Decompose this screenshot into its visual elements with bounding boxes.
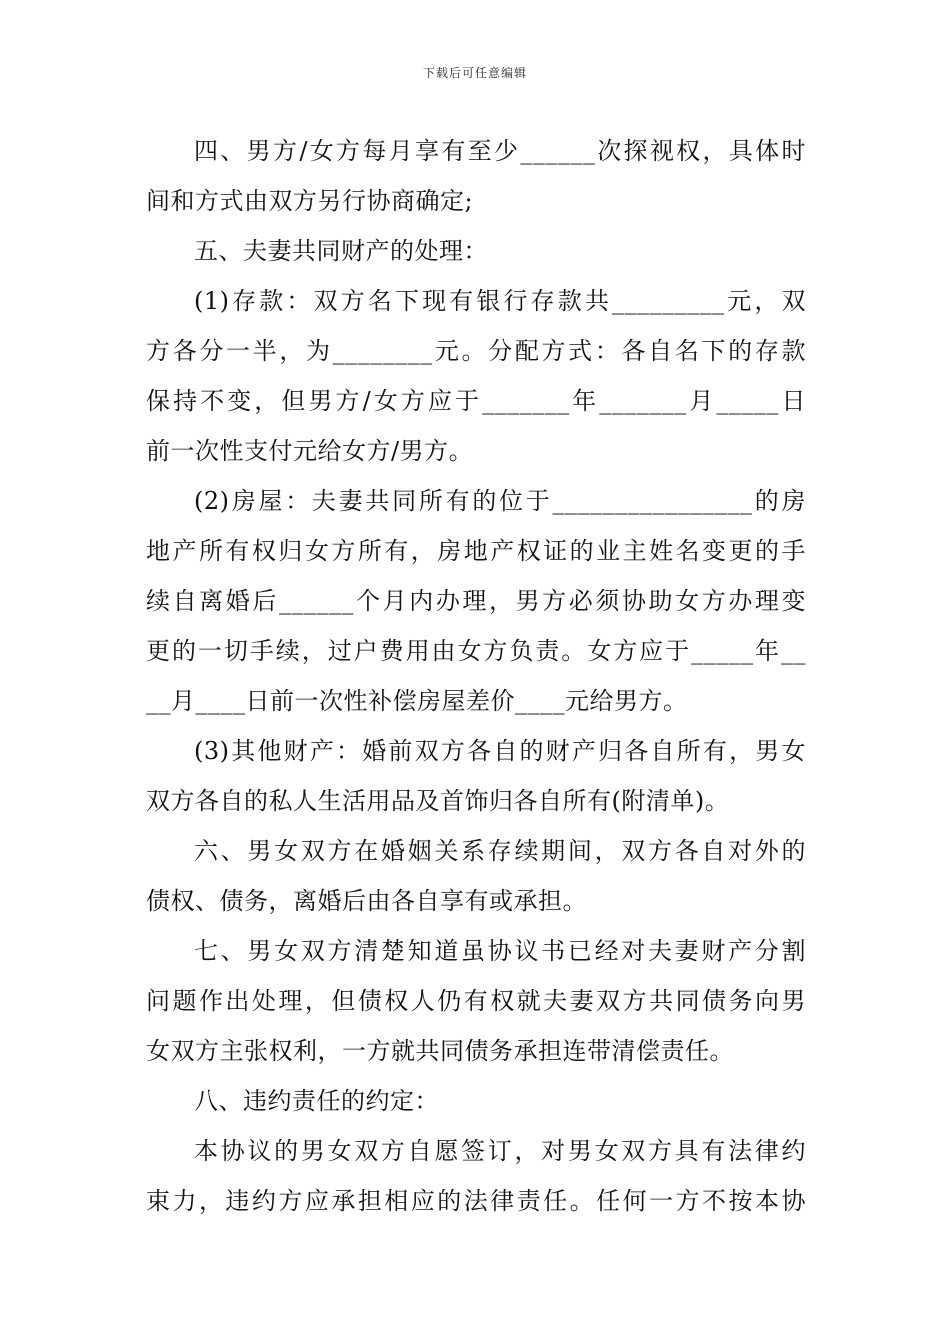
page-header: 下载后可任意编辑 — [422, 66, 527, 80]
text-line: 七、男女双方清楚知道虽协议书已经对夫妻财产分割 — [194, 937, 806, 965]
text-line: 地产所有权归女方所有，房地产权证的业主姓名变更的手 — [146, 537, 806, 565]
text-line: 五、夫妻共同财产的处理： — [194, 237, 488, 265]
text-line: 束力，违约方应承担相应的法律责任。任何一方不按本协 — [146, 1187, 806, 1215]
text-line: 续自离婚后______个月内办理，男方必须协助女方办理变 — [146, 587, 806, 615]
text-line: 女双方主张权利，一方就共同债务承担连带清偿责任。 — [146, 1037, 734, 1065]
text-line: (2)房屋：夫妻共同所有的位于________________的房 — [194, 487, 806, 515]
document-body — [146, 126, 806, 1226]
text-line: 八、违约责任的约定： — [194, 1087, 439, 1115]
text-line: (3)其他财产：婚前双方各自的财产归各自所有，男女 — [194, 737, 806, 765]
text-line: 本协议的男女双方自愿签订，对男女双方具有法律约 — [194, 1137, 806, 1165]
text-line: 间和方式由双方另行协商确定; — [146, 187, 474, 215]
text-line: 四、男方/女方每月享有至少______次探视权，具体时 — [194, 137, 806, 165]
text-line: __月____日前一次性补偿房屋差价____元给男方。 — [146, 687, 688, 715]
text-line: 前一次性支付元给女方/男方。 — [146, 437, 474, 465]
text-line: 债权、债务，离婚后由各自享有或承担。 — [146, 887, 587, 915]
text-line: 方各分一半，为________元。分配方式：各自名下的存款 — [146, 337, 806, 365]
text-line: 问题作出处理，但债权人仍有权就夫妻双方共同债务向男 — [146, 987, 806, 1015]
text-line: (1)存款：双方名下现有银行存款共_________元，双 — [194, 287, 806, 315]
text-line: 六、男女双方在婚姻关系存续期间，双方各自对外的 — [194, 837, 806, 865]
text-line: 保持不变，但男方/女方应于_______年_______月_____日 — [146, 387, 806, 415]
text-line: 双方各自的私人生活用品及首饰归各自所有(附清单)。 — [146, 787, 730, 815]
text-line: 更的一切手续，过户费用由女方负责。女方应于_____年__ — [146, 637, 806, 665]
